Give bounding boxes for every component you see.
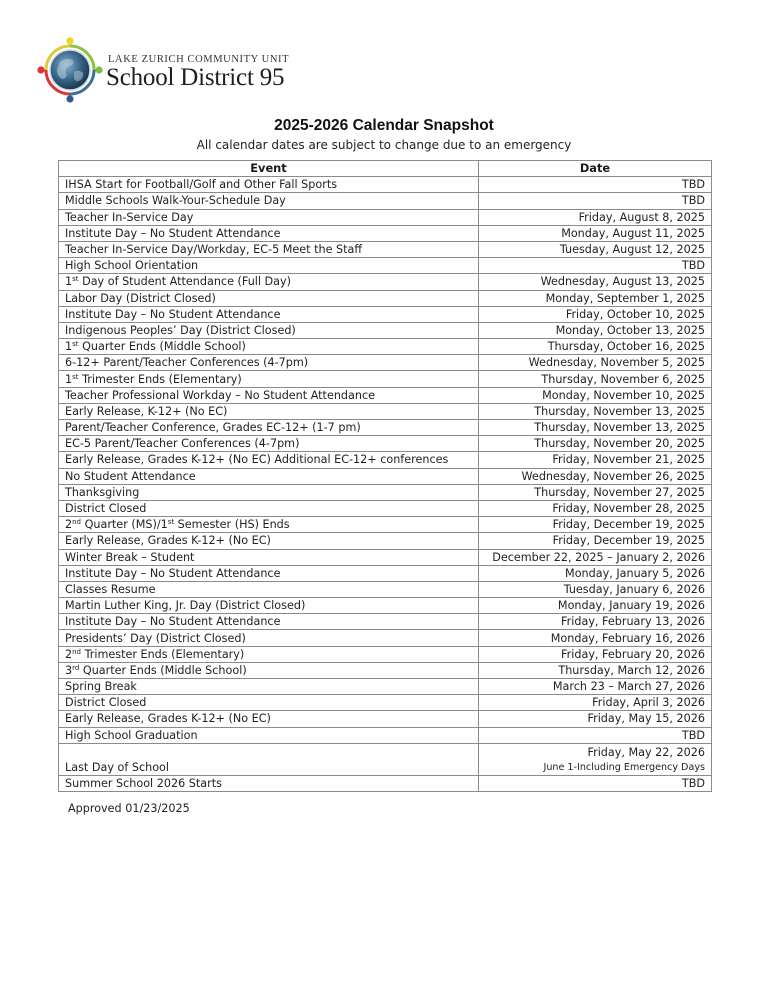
event-cell (59, 371, 479, 387)
event-cell (59, 517, 479, 533)
table-row (59, 565, 712, 581)
event-cell: Teacher In-Service Day/Workday, EC-5 Meet the Staff (59, 241, 479, 257)
ordinal-suffix: st (72, 275, 79, 284)
date-cell: Friday, February 13, 2026 (479, 614, 712, 630)
date-cell: Tuesday, August 12, 2025 (479, 241, 712, 257)
event-text: Day of Student Attendance (Full Day) (78, 275, 292, 289)
ordinal-suffix: st (167, 518, 175, 527)
event-cell: No Student Attendance (59, 468, 479, 484)
event-cell: High School Orientation (59, 258, 479, 274)
table-row (59, 355, 712, 371)
date-cell: Friday, May 15, 2026 (479, 711, 712, 727)
ordinal-number: 3 (65, 663, 73, 677)
date-cell: Thursday, November 20, 2025 (479, 436, 712, 452)
logo-tagline: LAKE ZURICH COMMUNITY UNIT (108, 54, 290, 65)
table-row (59, 630, 712, 646)
date-cell: Thursday, October 16, 2025 (479, 339, 712, 355)
column-header-event: Event (59, 161, 479, 177)
table-row (59, 436, 712, 452)
date-cell: Monday, February 16, 2026 (479, 630, 712, 646)
ordinal-suffix: st (72, 340, 79, 349)
date-cell: TBD (479, 193, 712, 209)
date-cell: Friday, December 19, 2025 (479, 533, 712, 549)
table-row (59, 727, 712, 743)
event-cell: Early Release, Grades K-12+ (No EC) (59, 533, 479, 549)
date-cell: Wednesday, November 26, 2025 (479, 468, 712, 484)
globe-people-circle-icon (36, 36, 104, 104)
date-cell: Tuesday, January 6, 2026 (479, 581, 712, 597)
table-row (59, 743, 712, 775)
event-cell: Early Release, Grades K-12+ (No EC) (59, 711, 479, 727)
ordinal-suffix: nd (72, 647, 82, 656)
event-cell: Teacher Professional Workday – No Student Attendance (59, 387, 479, 403)
table-row (59, 225, 712, 241)
date-cell: Friday, November 28, 2025 (479, 500, 712, 516)
date-note: June 1-Including Emergency Days (543, 761, 705, 773)
event-cell: Summer School 2026 Starts (59, 775, 479, 791)
table-row (59, 452, 712, 468)
date-cell: Wednesday, August 13, 2025 (479, 274, 712, 290)
page-subtitle: All calendar dates are subject to change due to an emergency (196, 138, 572, 152)
event-cell: Middle Schools Walk-Your-Schedule Day (59, 193, 479, 209)
event-text: Quarter Ends (Middle School) (78, 340, 246, 354)
event-cell: Presidents’ Day (District Closed) (59, 630, 479, 646)
date-cell: Wednesday, November 5, 2025 (479, 355, 712, 371)
table-row (59, 549, 712, 565)
ordinal-number: 1 (65, 340, 73, 354)
calendar-table (58, 160, 712, 792)
date-cell: Thursday, November 27, 2025 (479, 484, 712, 500)
ordinal-number: 2 (65, 518, 73, 532)
table-row (59, 775, 712, 791)
event-cell: Institute Day – No Student Attendance (59, 614, 479, 630)
event-text: Trimester Ends (Elementary) (81, 647, 245, 661)
table-row (59, 371, 712, 387)
table-row (59, 274, 712, 290)
event-cell: Spring Break (59, 679, 479, 695)
event-cell: Early Release, Grades K-12+ (No EC) Additional EC-12+ conferences (59, 452, 479, 468)
date-cell: TBD (479, 775, 712, 791)
ordinal-suffix: rd (72, 663, 80, 672)
date-cell: Monday, January 5, 2026 (479, 565, 712, 581)
event-cell (59, 274, 479, 290)
event-cell: Last Day of School (59, 743, 479, 775)
ordinal-suffix: nd (72, 518, 82, 527)
event-cell: Winter Break – Student (59, 549, 479, 565)
event-cell: Martin Luther King, Jr. Day (District Closed) (59, 598, 479, 614)
table-row (59, 290, 712, 306)
table-row (59, 339, 712, 355)
date-cell: Thursday, November 13, 2025 (479, 403, 712, 419)
table-row (59, 646, 712, 662)
table-header-row (59, 161, 712, 177)
date-cell: Monday, September 1, 2025 (479, 290, 712, 306)
date-cell: TBD (479, 727, 712, 743)
ordinal-number: 1 (65, 372, 73, 386)
table-row (59, 209, 712, 225)
table-row (59, 695, 712, 711)
event-cell (59, 662, 479, 678)
table-row (59, 420, 712, 436)
event-text: Quarter (MS)/1 (81, 518, 168, 532)
event-cell: Institute Day – No Student Attendance (59, 565, 479, 581)
table-row (59, 468, 712, 484)
date-text: Friday, May 22, 2026 (587, 745, 705, 759)
event-cell: EC-5 Parent/Teacher Conferences (4-7pm) (59, 436, 479, 452)
table-row (59, 581, 712, 597)
table-row (59, 306, 712, 322)
date-cell: Thursday, March 12, 2026 (479, 662, 712, 678)
event-cell: Classes Resume (59, 581, 479, 597)
table-row (59, 403, 712, 419)
event-cell: Institute Day – No Student Attendance (59, 225, 479, 241)
date-cell: December 22, 2025 – January 2, 2026 (479, 549, 712, 565)
table-row (59, 517, 712, 533)
event-cell: Indigenous Peoples’ Day (District Closed) (59, 322, 479, 338)
event-cell (59, 646, 479, 662)
ordinal-number: 2 (65, 647, 73, 661)
page-title: 2025-2026 Calendar Snapshot (274, 117, 494, 134)
event-cell: 6-12+ Parent/Teacher Conferences (4-7pm) (59, 355, 479, 371)
date-cell: March 23 – March 27, 2026 (479, 679, 712, 695)
table-row (59, 500, 712, 516)
table-row (59, 533, 712, 549)
table-row (59, 241, 712, 257)
event-cell: District Closed (59, 695, 479, 711)
date-cell: Monday, October 13, 2025 (479, 322, 712, 338)
date-cell: Thursday, November 6, 2025 (479, 371, 712, 387)
event-text: Trimester Ends (Elementary) (78, 372, 242, 386)
event-text: Semester (HS) Ends (174, 518, 290, 532)
column-header-date: Date (479, 161, 712, 177)
date-cell: Friday, November 21, 2025 (479, 452, 712, 468)
date-cell: TBD (479, 258, 712, 274)
table-row (59, 484, 712, 500)
date-cell: Friday, August 8, 2025 (479, 209, 712, 225)
event-cell (59, 339, 479, 355)
table-row (59, 322, 712, 338)
logo-name: School District 95 (106, 64, 285, 91)
ordinal-number: 1 (65, 275, 73, 289)
event-cell: Labor Day (District Closed) (59, 290, 479, 306)
event-text: Quarter Ends (Middle School) (79, 663, 247, 677)
table-row (59, 679, 712, 695)
date-cell: Monday, November 10, 2025 (479, 387, 712, 403)
table-row (59, 614, 712, 630)
event-cell: Parent/Teacher Conference, Grades EC-12+ (1-7 pm) (59, 420, 479, 436)
ordinal-suffix: st (72, 372, 79, 381)
date-cell: Thursday, November 13, 2025 (479, 420, 712, 436)
event-cell: High School Graduation (59, 727, 479, 743)
table-row (59, 598, 712, 614)
table-row (59, 177, 712, 193)
date-cell: Friday, December 19, 2025 (479, 517, 712, 533)
table-row (59, 193, 712, 209)
district-logo (36, 36, 290, 104)
date-cell: Friday, April 3, 2026 (479, 695, 712, 711)
date-cell: TBD (479, 177, 712, 193)
event-cell: Thanksgiving (59, 484, 479, 500)
event-cell: IHSA Start for Football/Golf and Other Fall Sports (59, 177, 479, 193)
date-cell: Friday, October 10, 2025 (479, 306, 712, 322)
table-row (59, 258, 712, 274)
date-cell (479, 743, 712, 775)
date-cell: Monday, January 19, 2026 (479, 598, 712, 614)
table-row (59, 711, 712, 727)
date-cell: Monday, August 11, 2025 (479, 225, 712, 241)
approval-note: Approved 01/23/2025 (68, 802, 190, 815)
event-cell: Early Release, K-12+ (No EC) (59, 403, 479, 419)
table-row (59, 662, 712, 678)
event-cell: Teacher In-Service Day (59, 209, 479, 225)
event-cell: Institute Day – No Student Attendance (59, 306, 479, 322)
table-row (59, 387, 712, 403)
event-cell: District Closed (59, 500, 479, 516)
date-cell: Friday, February 20, 2026 (479, 646, 712, 662)
